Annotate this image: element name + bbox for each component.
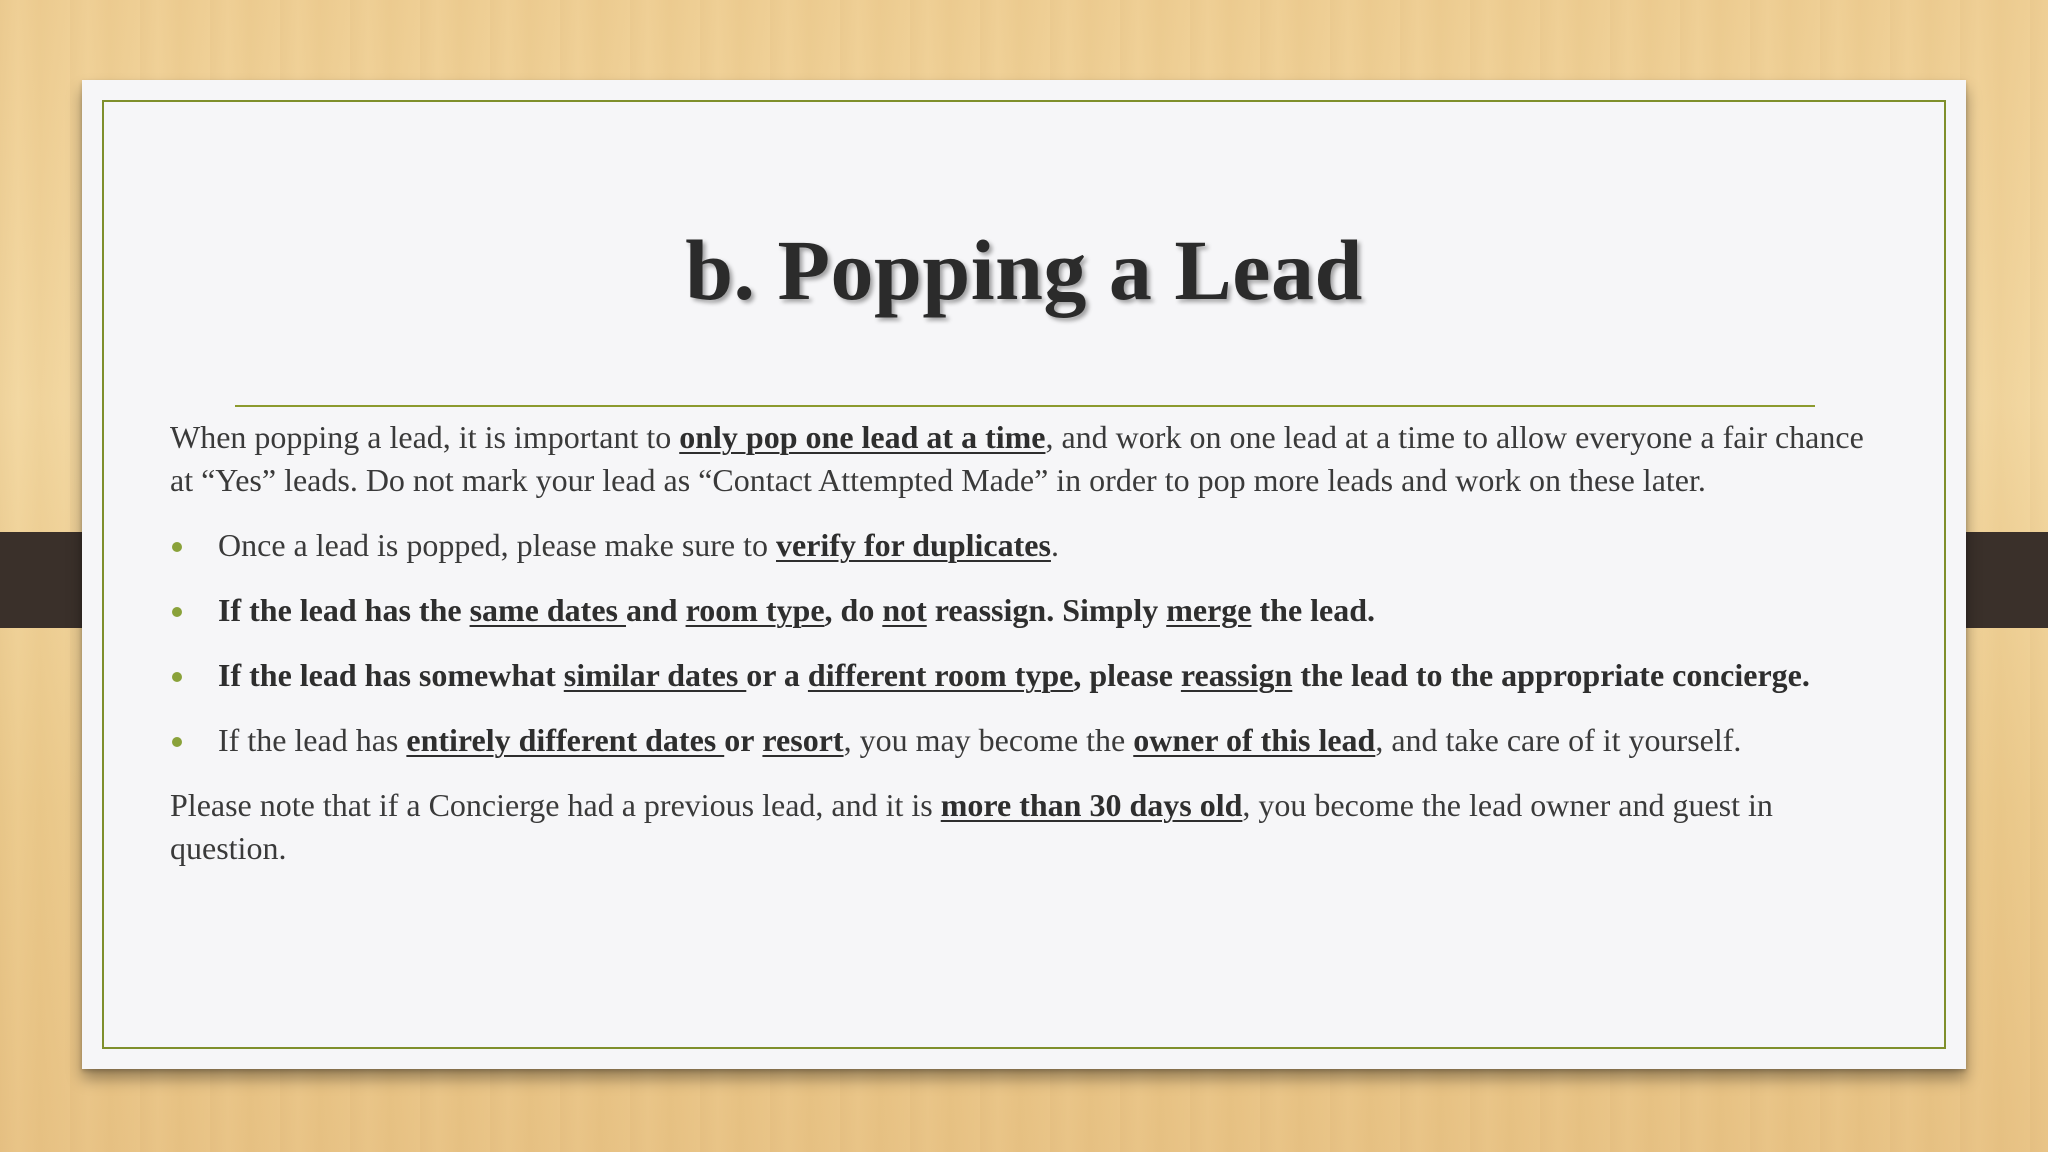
bullet-dot-icon [172,737,182,747]
emphasis-one-lead: only pop one lead at a time [679,419,1046,455]
title-divider [235,405,1815,407]
intro-paragraph: When popping a lead, it is important to only pop one lead at a time, and work on one lead at a time to allow everyone a fair chance at “Yes” leads. Do not mark your lead as “Contact Attempted Made” in order to pop more leads and work on these later. [170,419,1864,498]
list-item: If the lead has the same dates and room type, do not reassign. Simply merge the lead. [170,589,1890,632]
list-item: If the lead has entirely different dates or resort, you may become the owner of this lead, and take care of it yourself. [170,719,1890,762]
slide-card [82,80,1966,1069]
bullet-dot-icon [172,672,182,682]
bullet-dot-icon [172,607,182,617]
emphasis-30-days: more than 30 days old [940,787,1243,823]
closing-paragraph: Please note that if a Concierge had a previous lead, and it is more than 30 days old, you become the lead owner and guest in question. [170,787,1773,866]
list-item: If the lead has somewhat similar dates or a different room type, please reassign the lead to the appropriate concierge. [170,654,1890,697]
list-item: Once a lead is popped, please make sure to verify for duplicates. [170,524,1890,567]
bullet-list [170,524,1890,762]
emphasis-verify-duplicates: verify for duplicates [776,527,1051,563]
slide-body [170,416,1890,870]
slide-title: b. Popping a Lead [685,222,1363,318]
bullet-dot-icon [172,542,182,552]
